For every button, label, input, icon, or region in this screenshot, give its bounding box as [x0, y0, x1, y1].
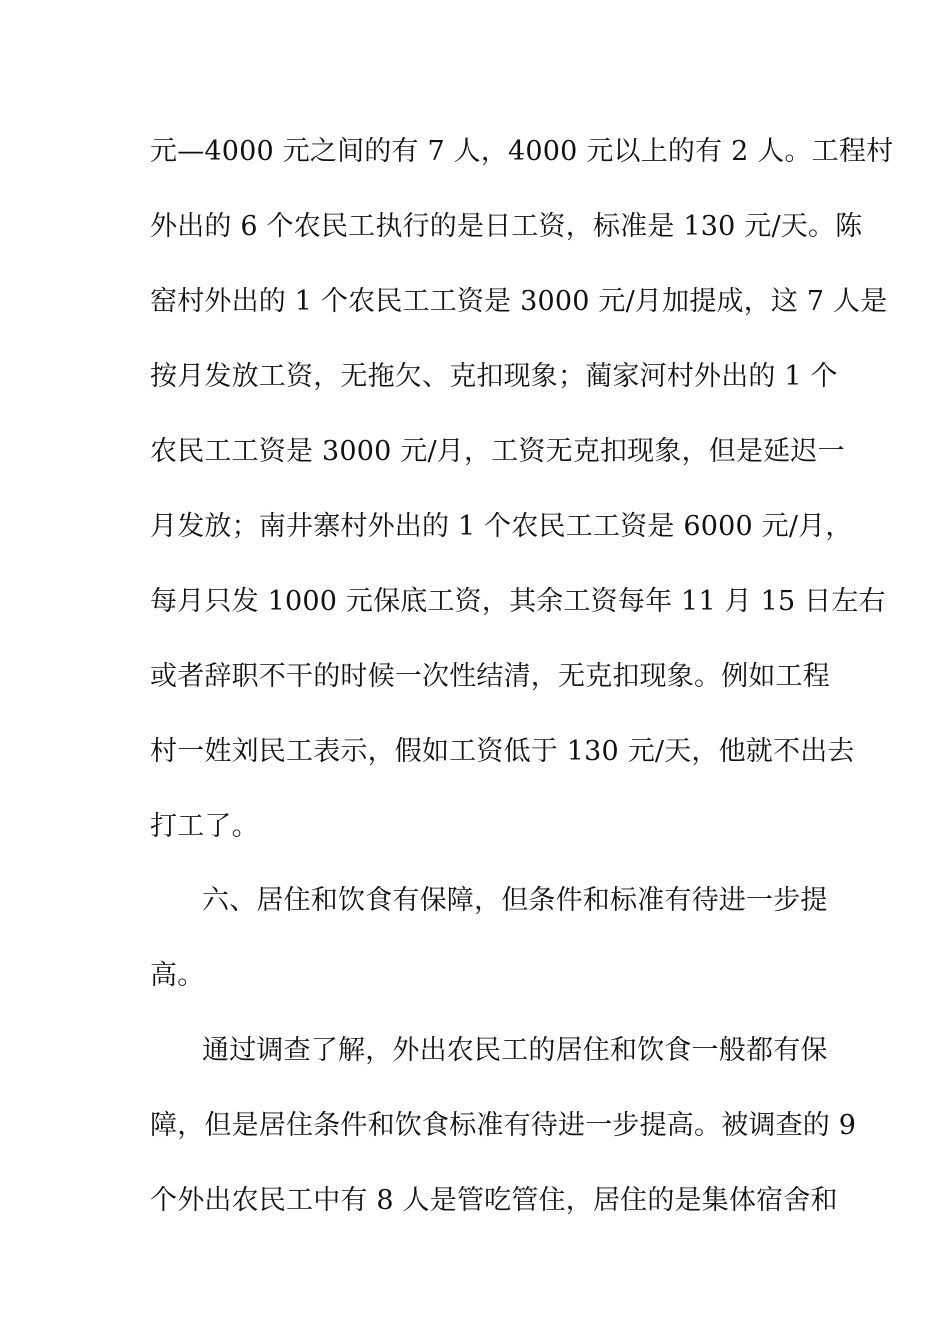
text-line: 障，但是居住条件和饮食标准有待进一步提高。被调查的 9 [150, 1110, 857, 1141]
section-heading-continuation: 高。 [150, 960, 205, 991]
text-line: 窑村外出的 1 个农民工工资是 3000 元/月加提成，这 7 人是 [150, 286, 888, 317]
text-line: 每月只发 1000 元保底工资，其余工资每年 11 月 15 日左右 [150, 586, 886, 617]
text-line: 或者辞职不干的时候一次性结清，无克扣现象。例如工程 [150, 661, 830, 692]
text-line: 通过调查了解，外出农民工的居住和饮食一般都有保 [202, 1035, 828, 1066]
text-line: 个外出农民工中有 8 人是管吃管住，居住的是集体宿舍和 [150, 1185, 838, 1216]
text-line: 元—4000 元之间的有 7 人，4000 元以上的有 2 人。工程村 [150, 136, 894, 167]
text-line: 月发放；南井寨村外出的 1 个农民工工资是 6000 元/月， [150, 511, 853, 542]
text-line: 按月发放工资，无拖欠、克扣现象；蔺家河村外出的 1 个 [150, 361, 838, 392]
section-heading: 六、居住和饮食有保障，但条件和标准有待进一步提 [202, 885, 828, 916]
text-line: 农民工工资是 3000 元/月，工资无克扣现象，但是延迟一 [150, 436, 845, 467]
text-line: 打工了。 [150, 811, 259, 842]
text-line: 村一姓刘民工表示，假如工资低于 130 元/天，他就不出去 [150, 736, 855, 767]
text-line: 外出的 6 个农民工执行的是日工资，标准是 130 元/天。陈 [150, 211, 863, 242]
